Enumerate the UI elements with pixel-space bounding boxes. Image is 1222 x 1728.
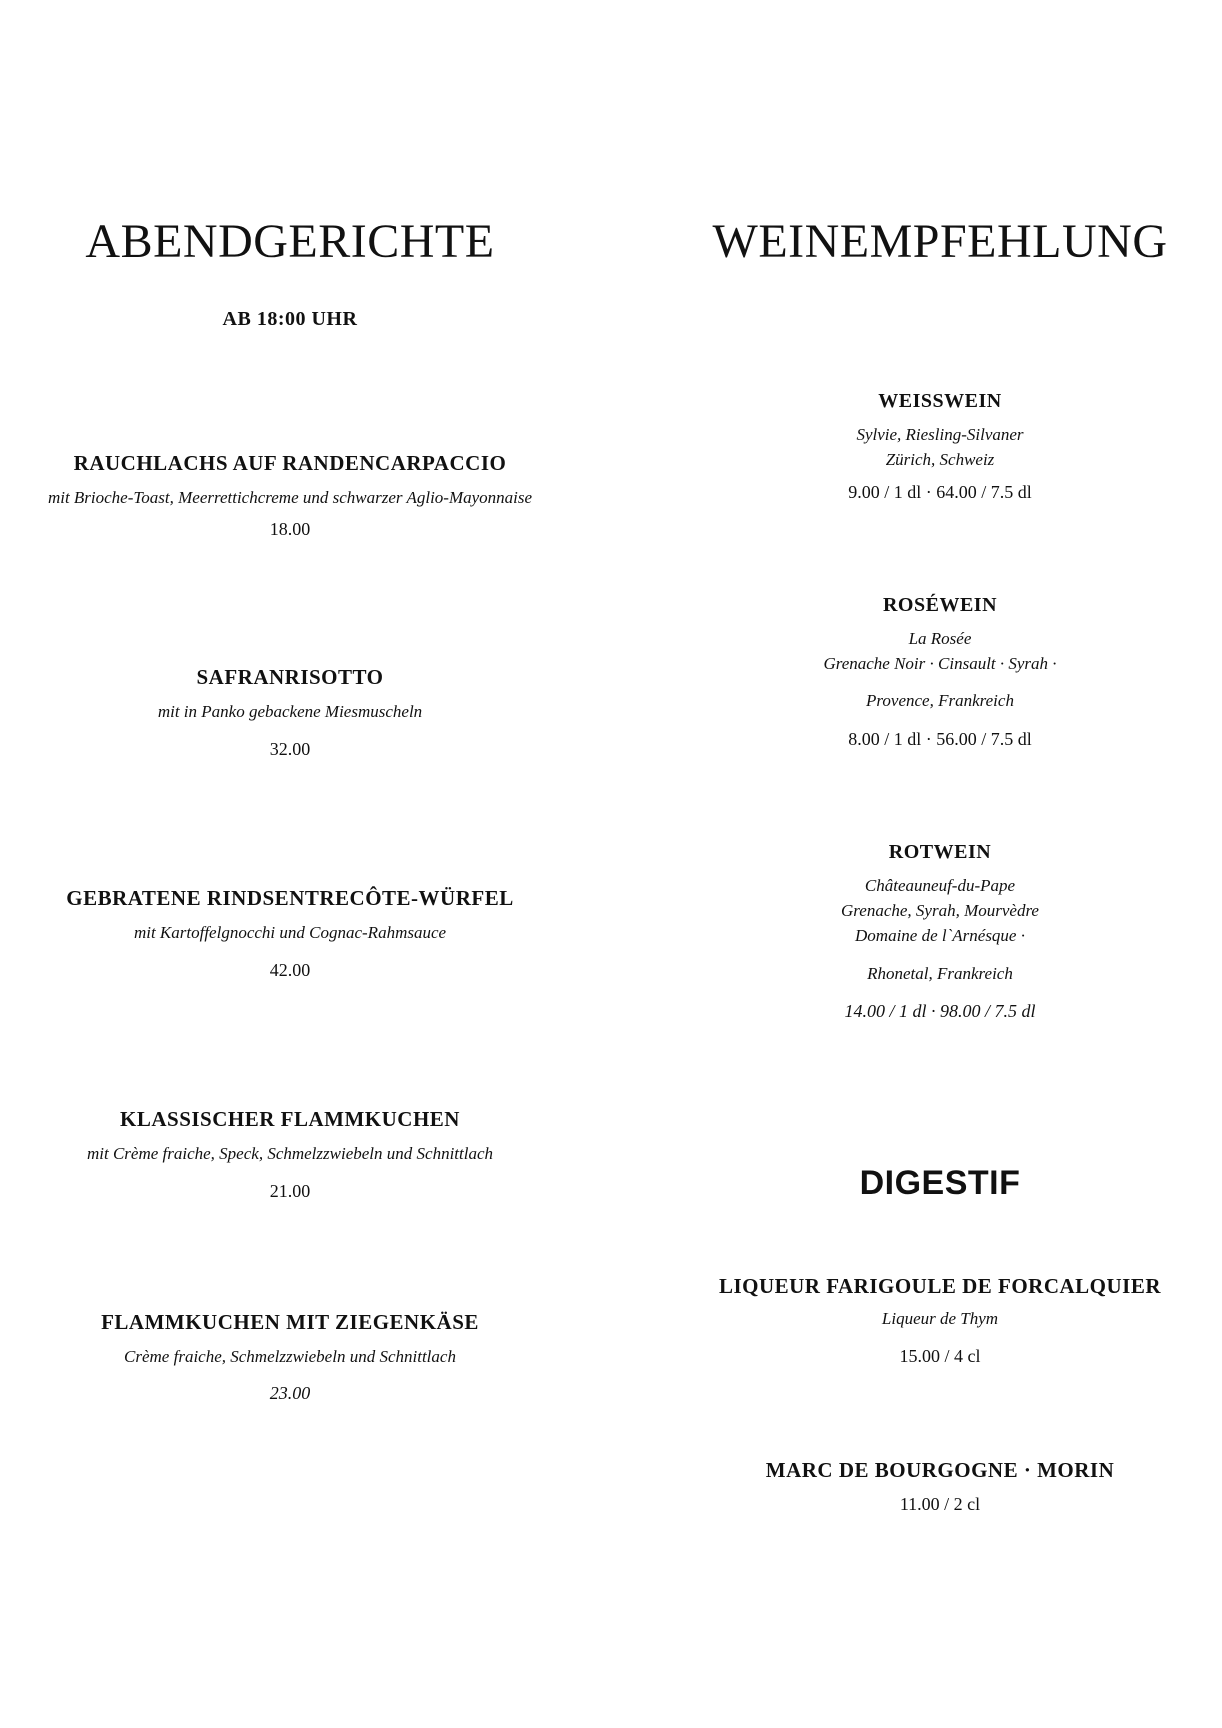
dish-name: RAUCHLACHS AUF RANDENCARPACCIO [73,451,507,475]
dish-name: SAFRANRISOTTO [196,665,384,689]
wine-producer: Domaine de l`Arnésque · [855,926,1025,945]
dish-description: mit Brioche-Toast, Meerrettichcreme und schwarzer Aglio-Mayonnaise [47,488,533,507]
wine-category: ROTWEIN [888,841,992,863]
dish-name: FLAMMKUCHEN MIT ZIEGENKÄSE [101,1310,479,1334]
wine-price: 9.00 / 1 dl · 64.00 / 7.5 dl [848,482,1032,502]
wine-origin: Zürich, Schweiz [885,450,995,469]
dinner-time: AB 18:00 UHR [222,308,358,330]
digestif-price: 15.00 / 4 cl [899,1346,981,1366]
digestif-name: MARC DE BOURGOGNE · MORIN [765,1458,1115,1482]
wine-name: La Rosée [908,629,972,648]
wine-name: Châteauneuf-du-Pape [864,876,1016,895]
digestif-title: DIGESTIF [859,1164,1021,1202]
dish-description: mit Crème fraiche, Speck, Schmelzzwiebeln und Schnittlach [86,1144,494,1163]
digestif-description: Liqueur de Thym [881,1309,999,1328]
digestif-name: LIQUEUR FARIGOULE DE FORCALQUIER [718,1274,1162,1298]
dish-name: KLASSISCHER FLAMMKUCHEN [120,1107,460,1131]
wine-grapes: Grenache, Syrah, Mourvèdre [841,901,1039,920]
wine-name: Sylvie, Riesling-Silvaner [856,425,1024,444]
wine-category: ROSÉWEIN [882,594,998,616]
dish-description: Crème fraiche, Schmelzzwiebeln und Schnittlach [124,1347,456,1366]
dinner-title: ABENDGERICHTE [85,215,495,268]
dish-name: GEBRATENE RINDSENTRECÔTE-WÜRFEL [66,886,514,910]
dish-description: mit Kartoffelgnocchi und Cognac-Rahmsauce [133,923,447,942]
dish-price: 42.00 [269,960,311,980]
dish-price: 21.00 [269,1181,311,1201]
wine-title: WEINEMPFEHLUNG [712,215,1168,268]
digestif-price: 11.00 / 2 cl [899,1494,981,1514]
wine-price: 14.00 / 1 dl · 98.00 / 7.5 dl [844,1001,1036,1021]
wine-origin: Rhonetal, Frankreich [867,964,1013,983]
dish-price: 18.00 [269,519,311,539]
wine-price: 8.00 / 1 dl · 56.00 / 7.5 dl [848,729,1032,749]
dish-price: 32.00 [269,739,311,759]
wine-origin: Provence, Frankreich [866,691,1014,710]
dish-price: 23.00 [269,1383,311,1403]
wine-grapes: Grenache Noir · Cinsault · Syrah · [823,654,1057,673]
wine-category: WEISSWEIN [878,390,1002,412]
dish-description: mit in Panko gebackene Miesmuscheln [157,702,423,721]
